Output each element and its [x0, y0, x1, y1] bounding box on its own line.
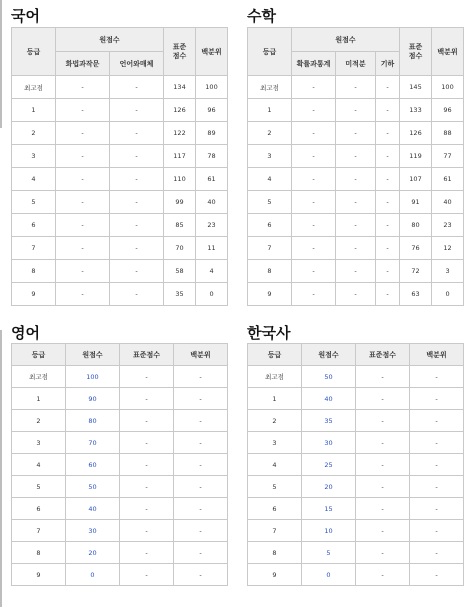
value-cell: 50 [302, 366, 356, 388]
header-std: 표준점수 [120, 344, 174, 366]
table-row [248, 122, 464, 145]
header-std: 표준 점수 [400, 28, 432, 76]
table-row [248, 454, 464, 476]
table-row [248, 168, 464, 191]
header-sub3: 기하 [376, 52, 400, 76]
value-cell: - [410, 476, 464, 498]
table-row [248, 520, 464, 542]
table-row [12, 520, 228, 542]
grade-cell: 9 [248, 283, 292, 306]
header-sub1: 확률과통계 [292, 52, 336, 76]
value-cell: - [336, 168, 376, 191]
value-cell: 3 [432, 260, 464, 283]
value-cell: 61 [432, 168, 464, 191]
value-cell: 110 [164, 168, 196, 191]
english-title: 영어 [11, 324, 40, 342]
scroll-edge [0, 330, 2, 607]
grade-cell: 7 [248, 237, 292, 260]
value-cell: 60 [66, 454, 120, 476]
value-cell: 0 [432, 283, 464, 306]
value-cell: 117 [164, 145, 196, 168]
grade-cell: 최고점 [12, 76, 56, 99]
grade-cell: 3 [248, 145, 292, 168]
header-std: 표준점수 [356, 344, 410, 366]
header-sub2: 언어와매체 [110, 52, 164, 76]
table-row [248, 214, 464, 237]
value-cell: 70 [164, 237, 196, 260]
value-cell: - [410, 498, 464, 520]
table-row [248, 99, 464, 122]
value-cell: 23 [196, 214, 228, 237]
header-grade: 등급 [12, 28, 56, 76]
value-cell: 30 [302, 432, 356, 454]
value-cell: 4 [196, 260, 228, 283]
value-cell: - [110, 237, 164, 260]
header-raw: 원점수 [66, 344, 120, 366]
table-row [12, 214, 228, 237]
table-row [12, 498, 228, 520]
header-raw: 원점수 [302, 344, 356, 366]
table-row [12, 76, 228, 99]
value-cell: 119 [400, 145, 432, 168]
value-cell: - [336, 260, 376, 283]
value-cell: - [376, 76, 400, 99]
value-cell: 50 [66, 476, 120, 498]
value-cell: 72 [400, 260, 432, 283]
value-cell: - [356, 542, 410, 564]
value-cell: 35 [302, 410, 356, 432]
grade-cell: 2 [12, 122, 56, 145]
header-sub1: 화법과작문 [56, 52, 110, 76]
value-cell: 35 [164, 283, 196, 306]
value-cell: - [292, 260, 336, 283]
value-cell: - [56, 168, 110, 191]
value-cell: - [410, 454, 464, 476]
table-row [248, 366, 464, 388]
value-cell: - [292, 237, 336, 260]
value-cell: 20 [66, 542, 120, 564]
value-cell: - [356, 476, 410, 498]
value-cell: 107 [400, 168, 432, 191]
table-row [12, 388, 228, 410]
value-cell: - [336, 283, 376, 306]
table-row [12, 283, 228, 306]
table-row [12, 454, 228, 476]
value-cell: - [56, 145, 110, 168]
table-row [248, 388, 464, 410]
value-cell: 88 [432, 122, 464, 145]
value-cell: 100 [196, 76, 228, 99]
value-cell: - [376, 145, 400, 168]
grade-cell: 3 [248, 432, 302, 454]
value-cell: 0 [302, 564, 356, 586]
header-sub2: 미적분 [336, 52, 376, 76]
grade-cell: 7 [12, 237, 56, 260]
grade-cell: 8 [12, 260, 56, 283]
value-cell: - [410, 410, 464, 432]
value-cell: - [292, 145, 336, 168]
value-cell: - [356, 366, 410, 388]
value-cell: - [376, 283, 400, 306]
value-cell: - [356, 432, 410, 454]
value-cell: - [120, 542, 174, 564]
grade-cell: 1 [248, 388, 302, 410]
value-cell: - [120, 498, 174, 520]
value-cell: - [336, 99, 376, 122]
value-cell: - [120, 564, 174, 586]
grade-cell: 최고점 [248, 76, 292, 99]
value-cell: - [110, 76, 164, 99]
value-cell: - [174, 410, 228, 432]
value-cell: 12 [432, 237, 464, 260]
value-cell: 5 [302, 542, 356, 564]
table-row [248, 191, 464, 214]
value-cell: - [376, 168, 400, 191]
value-cell: - [410, 520, 464, 542]
value-cell: - [120, 366, 174, 388]
grade-cell: 5 [248, 191, 292, 214]
header-pct: 백분위 [196, 28, 228, 76]
value-cell: - [356, 454, 410, 476]
grade-cell: 최고점 [248, 366, 302, 388]
value-cell: 80 [400, 214, 432, 237]
grade-cell: 9 [12, 283, 56, 306]
table-row [248, 145, 464, 168]
math-table [247, 27, 464, 306]
grade-cell: 1 [248, 99, 292, 122]
value-cell: - [376, 260, 400, 283]
grade-cell: 최고점 [12, 366, 66, 388]
value-cell: - [336, 76, 376, 99]
value-cell: - [292, 99, 336, 122]
header-raw: 원점수 [292, 28, 400, 52]
grade-cell: 6 [248, 498, 302, 520]
value-cell: 100 [432, 76, 464, 99]
value-cell: - [356, 388, 410, 410]
value-cell: - [356, 520, 410, 542]
value-cell: - [292, 76, 336, 99]
grade-cell: 2 [248, 410, 302, 432]
value-cell: - [336, 191, 376, 214]
value-cell: - [120, 388, 174, 410]
value-cell: 11 [196, 237, 228, 260]
grade-cell: 6 [12, 498, 66, 520]
value-cell: - [56, 214, 110, 237]
value-cell: 25 [302, 454, 356, 476]
grade-cell: 4 [12, 168, 56, 191]
scroll-edge [0, 0, 2, 128]
value-cell: - [292, 283, 336, 306]
table-row [12, 542, 228, 564]
value-cell: - [56, 122, 110, 145]
grade-cell: 5 [248, 476, 302, 498]
history-title: 한국사 [247, 324, 291, 342]
value-cell: - [56, 237, 110, 260]
value-cell: 76 [400, 237, 432, 260]
table-row [12, 476, 228, 498]
value-cell: 122 [164, 122, 196, 145]
header-std: 표준 점수 [164, 28, 196, 76]
grade-cell: 5 [12, 191, 56, 214]
value-cell: 23 [432, 214, 464, 237]
value-cell: - [292, 122, 336, 145]
table-row [248, 564, 464, 586]
value-cell: 78 [196, 145, 228, 168]
korean-title: 국어 [11, 7, 40, 25]
grade-cell: 8 [248, 542, 302, 564]
table-row [12, 145, 228, 168]
value-cell: 40 [66, 498, 120, 520]
header-pct: 백분위 [432, 28, 464, 76]
value-cell: - [110, 99, 164, 122]
value-cell: - [110, 122, 164, 145]
table-row [248, 410, 464, 432]
value-cell: - [56, 191, 110, 214]
value-cell: - [174, 454, 228, 476]
value-cell: 0 [66, 564, 120, 586]
value-cell: - [120, 476, 174, 498]
value-cell: 30 [66, 520, 120, 542]
grade-cell: 4 [248, 454, 302, 476]
value-cell: - [336, 214, 376, 237]
grade-cell: 9 [12, 564, 66, 586]
grade-cell: 1 [12, 388, 66, 410]
value-cell: 40 [196, 191, 228, 214]
grade-cell: 7 [248, 520, 302, 542]
value-cell: - [110, 191, 164, 214]
table-row [248, 237, 464, 260]
value-cell: - [376, 191, 400, 214]
value-cell: 145 [400, 76, 432, 99]
value-cell: - [376, 122, 400, 145]
grade-cell: 8 [12, 542, 66, 564]
value-cell: 77 [432, 145, 464, 168]
table-row [12, 260, 228, 283]
grade-cell: 6 [248, 214, 292, 237]
table-row [248, 432, 464, 454]
value-cell: 133 [400, 99, 432, 122]
value-cell: - [110, 283, 164, 306]
table-row [12, 99, 228, 122]
grade-cell: 9 [248, 564, 302, 586]
value-cell: - [410, 542, 464, 564]
value-cell: - [56, 260, 110, 283]
header-grade: 등급 [248, 28, 292, 76]
history-table [247, 343, 464, 586]
value-cell: - [410, 388, 464, 410]
value-cell: 40 [302, 388, 356, 410]
table-row [12, 410, 228, 432]
value-cell: - [174, 476, 228, 498]
table-row [12, 122, 228, 145]
table-row [248, 542, 464, 564]
value-cell: 61 [196, 168, 228, 191]
table-row [248, 476, 464, 498]
value-cell: 89 [196, 122, 228, 145]
grade-cell: 2 [12, 410, 66, 432]
header-grade: 등급 [12, 344, 66, 366]
value-cell: 126 [164, 99, 196, 122]
value-cell: - [56, 76, 110, 99]
table-row [248, 498, 464, 520]
value-cell: - [356, 564, 410, 586]
value-cell: 58 [164, 260, 196, 283]
table-row [12, 191, 228, 214]
value-cell: - [292, 191, 336, 214]
grade-cell: 4 [248, 168, 292, 191]
value-cell: - [376, 237, 400, 260]
korean-table [11, 27, 228, 306]
value-cell: - [174, 366, 228, 388]
value-cell: 70 [66, 432, 120, 454]
grade-cell: 3 [12, 145, 56, 168]
grade-cell: 7 [12, 520, 66, 542]
value-cell: - [174, 388, 228, 410]
value-cell: - [174, 564, 228, 586]
table-row [12, 237, 228, 260]
value-cell: 96 [196, 99, 228, 122]
value-cell: - [376, 99, 400, 122]
value-cell: 100 [66, 366, 120, 388]
value-cell: - [110, 214, 164, 237]
value-cell: - [336, 122, 376, 145]
value-cell: - [376, 214, 400, 237]
value-cell: 91 [400, 191, 432, 214]
table-row [12, 432, 228, 454]
grade-cell: 2 [248, 122, 292, 145]
grade-cell: 8 [248, 260, 292, 283]
value-cell: 63 [400, 283, 432, 306]
table-row [248, 76, 464, 99]
value-cell: - [356, 410, 410, 432]
header-pct: 백분위 [174, 344, 228, 366]
math-title: 수학 [247, 7, 276, 25]
table-row [248, 283, 464, 306]
value-cell: - [410, 564, 464, 586]
value-cell: - [410, 432, 464, 454]
table-row [12, 168, 228, 191]
value-cell: - [174, 498, 228, 520]
value-cell: - [174, 542, 228, 564]
english-table [11, 343, 228, 586]
value-cell: 15 [302, 498, 356, 520]
grade-cell: 3 [12, 432, 66, 454]
value-cell: - [410, 366, 464, 388]
grade-cell: 1 [12, 99, 56, 122]
value-cell: 96 [432, 99, 464, 122]
header-raw: 원점수 [56, 28, 164, 52]
value-cell: - [292, 168, 336, 191]
value-cell: - [110, 145, 164, 168]
value-cell: - [336, 145, 376, 168]
table-row [248, 260, 464, 283]
header-pct: 백분위 [410, 344, 464, 366]
value-cell: - [174, 520, 228, 542]
value-cell: 134 [164, 76, 196, 99]
value-cell: - [110, 260, 164, 283]
value-cell: 85 [164, 214, 196, 237]
value-cell: - [120, 432, 174, 454]
value-cell: - [56, 99, 110, 122]
value-cell: 99 [164, 191, 196, 214]
table-row [12, 564, 228, 586]
value-cell: 126 [400, 122, 432, 145]
value-cell: - [336, 237, 376, 260]
value-cell: 10 [302, 520, 356, 542]
value-cell: - [292, 214, 336, 237]
value-cell: - [120, 520, 174, 542]
table-row [12, 366, 228, 388]
value-cell: 80 [66, 410, 120, 432]
value-cell: 90 [66, 388, 120, 410]
value-cell: 40 [432, 191, 464, 214]
value-cell: - [120, 454, 174, 476]
value-cell: 20 [302, 476, 356, 498]
value-cell: - [120, 410, 174, 432]
value-cell: - [56, 283, 110, 306]
value-cell: 0 [196, 283, 228, 306]
grade-cell: 5 [12, 476, 66, 498]
grade-cell: 6 [12, 214, 56, 237]
value-cell: - [174, 432, 228, 454]
header-grade: 등급 [248, 344, 302, 366]
value-cell: - [356, 498, 410, 520]
grade-cell: 4 [12, 454, 66, 476]
value-cell: - [110, 168, 164, 191]
